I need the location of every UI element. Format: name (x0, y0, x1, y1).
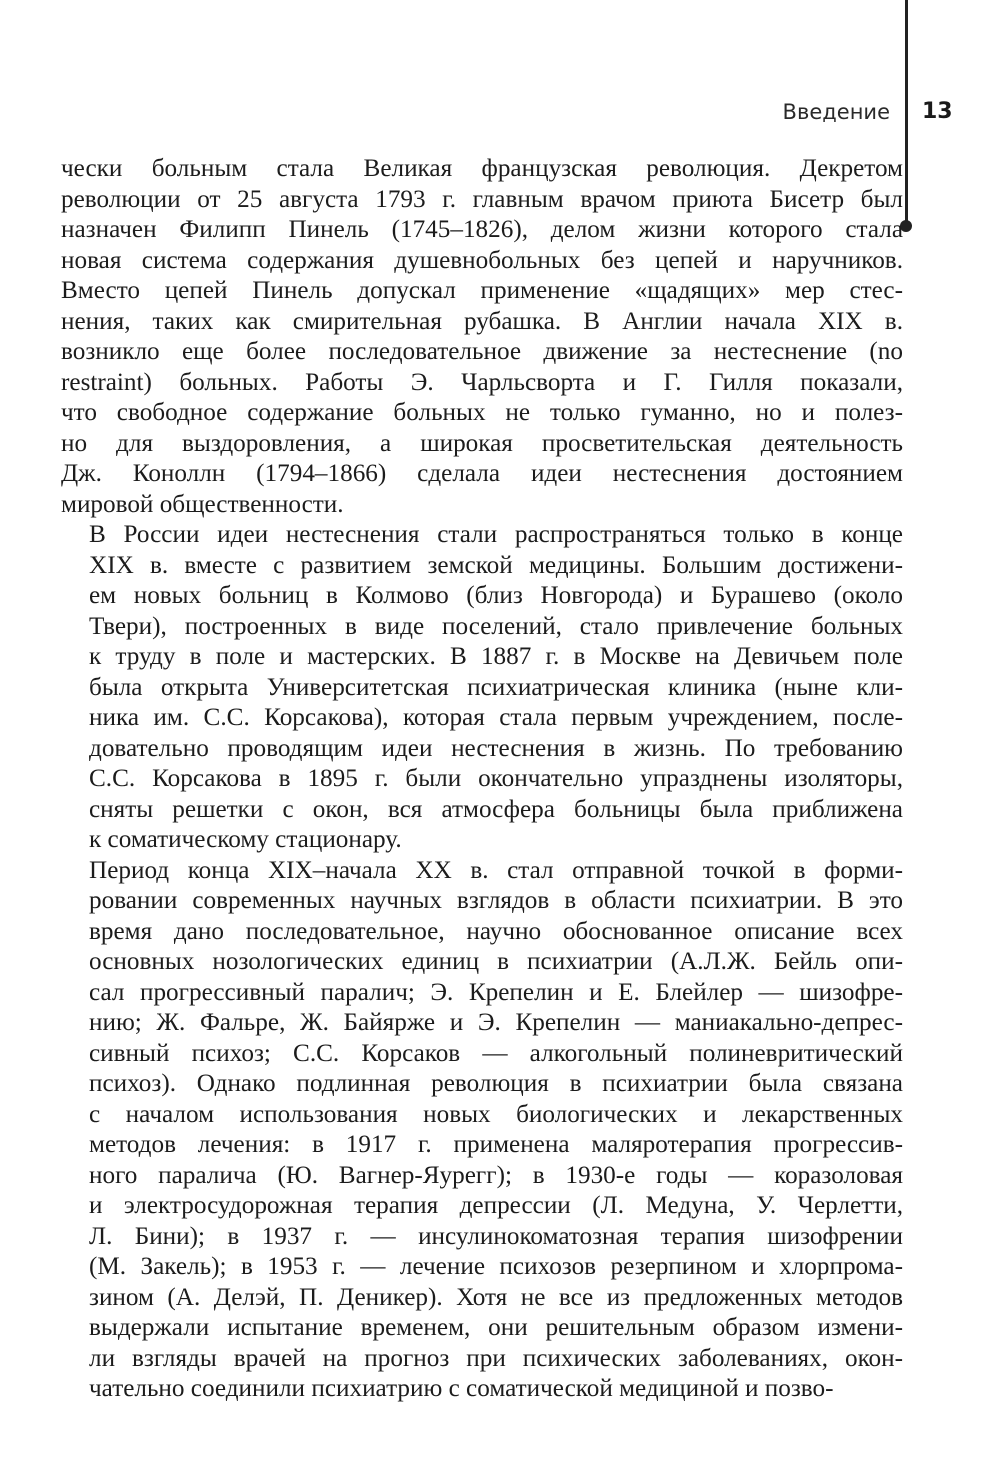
text-line: В России идеи нестеснения стали распространяться только в конце (89, 521, 903, 548)
text-line: Твери), построенных в виде поселений, стало привлечение больных (89, 612, 903, 640)
text-line: XIX в. вместе с развитием земской медицины. Большим достижени- (89, 551, 903, 579)
text-line: (М. Закель); в 1953 г. — лечение психозов резерпином и хлорпрома- (89, 1253, 903, 1280)
text-line: к соматическому стационару. (89, 826, 402, 853)
text-line: сивный психоз; С.С. Корсаков — алкогольный полиневритический (89, 1039, 903, 1067)
text-line: но для выздоровления, а широкая просветительская деятельность (61, 429, 903, 457)
text-line: революции от 25 августа 1793 г. главным врачом приюта Бисетр был (61, 185, 903, 213)
header-vertical-rule (905, 0, 908, 226)
paragraph (61, 856, 903, 1405)
text-line: психоз). Однако подлинная революция в психиатрии была связана (89, 1070, 903, 1097)
text-line: время дано последовательное, научно обоснованное описание всех (89, 917, 903, 945)
text-line: Вместо цепей Пинель допускал применение «щадящих» мер стес- (61, 277, 903, 304)
text-line: довательно проводящим идеи нестеснения в жизнь. По требованию (89, 734, 903, 762)
text-line: была открыта Университетская психиатрическая клиника (ныне кли- (89, 673, 903, 701)
text-line: чески больным стала Великая французская революция. Декретом (61, 155, 903, 182)
text-line: чательно соединили психиатрию с соматической медициной и позво- (89, 1375, 834, 1402)
text-line: и электросудорожная терапия депрессии (Л. Медуна, У. Черлетти, (89, 1192, 903, 1219)
text-line: нения, таких как смирительная рубашка. В Англии начала XIX в. (61, 307, 903, 335)
text-line: мировой общественности. (61, 490, 344, 518)
text-line: ного паралича (Ю. Вагнер-Яурегг); в 1930-е годы — коразоловая (89, 1161, 903, 1189)
text-line: к труду в поле и мастерских. В 1887 г. в Москве на Девичьем поле (89, 643, 903, 670)
paragraph (61, 154, 903, 520)
body-text (61, 154, 903, 1405)
text-line: ровании современных научных взглядов в области психиатрии. В это (89, 887, 903, 914)
text-line: restraint) больных. Работы Э. Чарльсворта и Г. Гилля показали, (61, 368, 903, 396)
text-line: ли взгляды врачей на прогноз при психических заболеваниях, окон- (89, 1344, 903, 1372)
text-line: Дж. Коноллн (1794–1866) сделала идеи нестеснения достоянием (61, 460, 903, 487)
running-title: Введение (782, 100, 890, 124)
page-number: 13 (922, 99, 953, 124)
text-line: сняты решетки с окон, вся атмосфера больницы была приближена (89, 795, 903, 823)
text-line: Период конца XIX–начала XX в. стал отправной точкой в форми- (89, 856, 903, 884)
text-line: зином (А. Делэй, П. Деникер). Хотя не все из предложенных методов (89, 1283, 903, 1311)
page-header (0, 96, 1000, 136)
text-line: выдержали испытание временем, они решительным образом измени- (89, 1314, 903, 1341)
text-line: новая система содержания душевнобольных без цепей и наручников. (61, 246, 903, 274)
text-line: возникло еще более последовательное движение за нестеснение (no (61, 338, 903, 365)
text-line: нию; Ж. Фальре, Ж. Байярже и Э. Крепелин — маниакально-депрес- (89, 1009, 903, 1036)
text-line: основных нозологических единиц в психиатрии (А.Л.Ж. Бейль опи- (89, 948, 903, 975)
text-line: Л. Бини); в 1937 г. — инсулинокоматозная терапия шизофрении (89, 1222, 903, 1250)
text-line: С.С. Корсакова в 1895 г. были окончательно упразднены изоляторы, (89, 765, 903, 792)
text-line: с началом использования новых биологических и лекарственных (89, 1100, 903, 1128)
text-line: назначен Филипп Пинель (1745–1826), делом жизни которого стала (61, 216, 903, 243)
text-line: ем новых больниц в Колмово (близ Новгорода) и Бурашево (около (89, 582, 903, 609)
paragraph (61, 520, 903, 856)
text-line: методов лечения: в 1917 г. применена маляротерапия прогрессив- (89, 1131, 903, 1158)
text-line: ника им. С.С. Корсакова), которая стала первым учреждением, после- (89, 704, 903, 731)
text-line: сал прогрессивный паралич; Э. Крепелин и Е. Блейлер — шизофре- (89, 978, 903, 1006)
text-line: что свободное содержание больных не только гуманно, но и полез- (61, 399, 903, 426)
